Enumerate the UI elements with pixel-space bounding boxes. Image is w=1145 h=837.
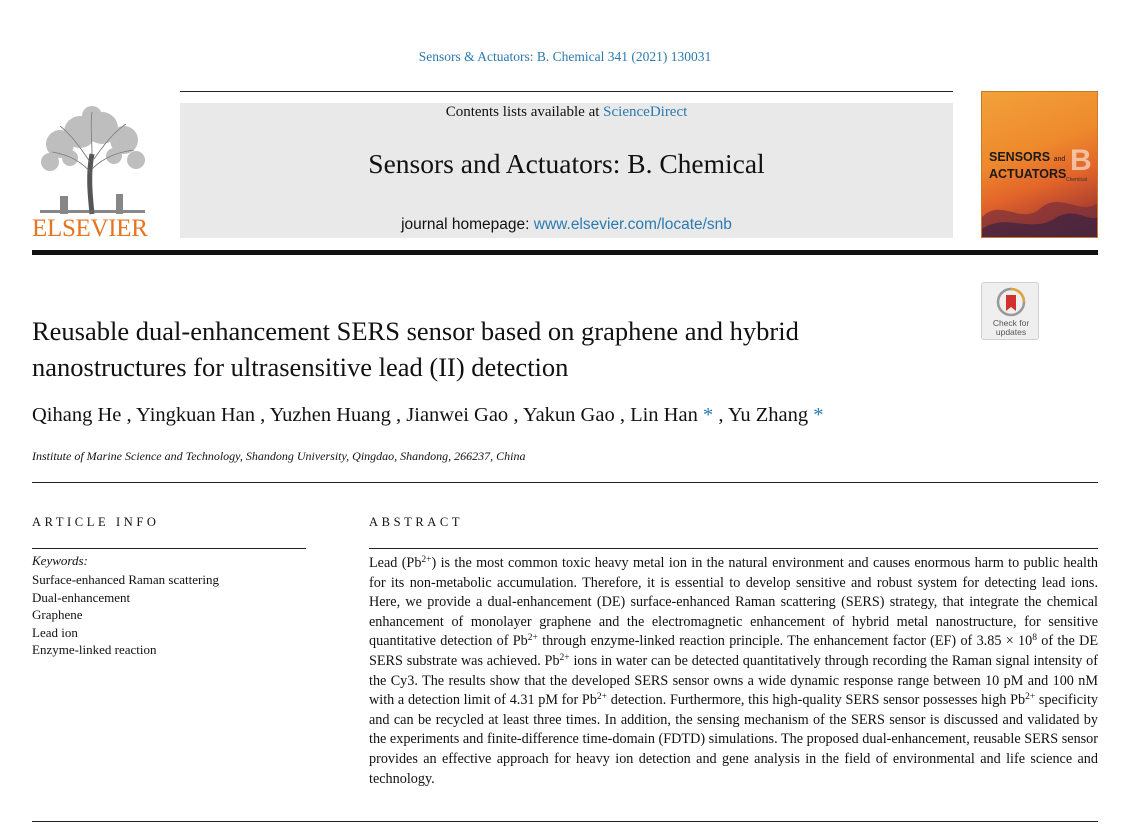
corresponding-author-mark[interactable]: *	[697, 404, 714, 426]
superscript: 2+	[527, 633, 538, 644]
abstract-segment: of the DE SERS substrate was achieved. Pb	[369, 633, 1098, 669]
cover-and: and	[1053, 156, 1066, 163]
keyword-item: Enzyme-linked reaction	[32, 642, 157, 658]
author-separator: ,	[713, 404, 728, 426]
corresponding-author-mark[interactable]: *	[808, 404, 824, 426]
sciencedirect-link[interactable]: ScienceDirect	[603, 104, 688, 120]
author-name[interactable]: Lin Han	[630, 404, 698, 426]
bottom-rule	[32, 821, 1098, 822]
keywords-label: Keywords:	[32, 553, 88, 568]
journal-reference[interactable]: Sensors & Actuators: B. Chemical 341 (2021) 130031	[418, 49, 712, 64]
abstract-segment: ions in water can be detected quantitatively through recording the Raman signal intensity of the Cy3. The results show that the developed SERS sensor owns a wide dynamic response range between 10 pM and 100 nM with a detection limit of 4.31 pM for Pb	[369, 652, 1098, 709]
author-separator: ,	[121, 404, 137, 426]
homepage-line	[180, 216, 953, 234]
contents-line	[180, 104, 953, 121]
superscript: 2+	[1025, 692, 1036, 703]
keyword-item: Graphene	[32, 607, 83, 623]
superscript: 2+	[559, 652, 570, 663]
superscript: 2+	[596, 692, 608, 703]
cover-line2: ACTUATORS	[989, 167, 1067, 181]
keyword-item: Lead ion	[32, 624, 78, 640]
author-separator: ,	[255, 404, 270, 426]
journal-name: Sensors and Actuators: B. Chemical	[368, 148, 765, 179]
keyword-item: Surface-enhanced Raman scattering	[32, 572, 219, 587]
superscript: 2+	[421, 555, 432, 565]
cover-line1: SENSORS	[989, 150, 1051, 164]
author-name[interactable]: Yakun Gao	[522, 404, 615, 426]
author-name[interactable]: Jianwei Gao	[406, 404, 509, 426]
author-name[interactable]: Yu Zhang	[727, 404, 809, 426]
keywords-list	[32, 571, 219, 659]
check-for-updates-label: Check for updates	[992, 318, 1030, 337]
author-separator: ,	[508, 404, 523, 426]
cover-letter: B	[1070, 144, 1092, 177]
abstract-segment: ) is the most common toxic heavy metal ion in the natural environment and causes enormous harm to public health for its non-metabolic accumulation. Therefore, it is essential to develop sensitive and robust system for detecting lead ions. Here, we provide a dual-enhancement (DE) surface-enhanced Raman scattering (SERS) strategy, that integrate the chemical enhancement of monolayer graphene and the electromagnetic enhancement of hybrid metal nanostructure, for sensitive quantitative detection of Pb	[369, 555, 1098, 650]
elsevier-wordmark: ELSEVIER	[32, 215, 148, 242]
cover-title	[989, 150, 1066, 181]
author-list	[32, 404, 823, 427]
journal-cover[interactable]	[981, 91, 1098, 238]
author-name[interactable]: Yuzhen Huang	[269, 404, 391, 426]
contents-prefix: Contents lists available at	[445, 104, 604, 120]
author-separator: ,	[614, 404, 631, 426]
header-thick-rule	[32, 250, 1098, 255]
abstract-text	[369, 554, 1098, 789]
abstract-segment: specificity and can be recycled at least three times. In addition, the sensing mechanism of the SERS sensor is discussed and validated by the experiments and finite-difference time-domain (FDTD) simulations. The proposed dual-enhancement, reusable SERS sensor provides an effective approach for heavy ion detection and gene analysis in the field of environmental and life science and technology.	[369, 692, 1098, 787]
homepage-prefix: journal homepage:	[401, 216, 534, 233]
abstract-segment: Lead (Pb	[369, 555, 422, 571]
article-info-heading: ARTICLE INFO	[32, 515, 160, 529]
abstract-segment: detection. Furthermore, this high-quality SERS sensor possesses high Pb	[607, 692, 1026, 709]
cover-sub: Chemical	[1066, 177, 1087, 183]
author-name[interactable]: Yingkuan Han	[136, 404, 256, 426]
section-rule	[32, 482, 1098, 483]
affiliation: Institute of Marine Science and Technology, Shandong University, Qingdao, Shandong, 266237, China	[32, 449, 526, 463]
article-info-rule	[32, 548, 306, 549]
check-for-updates-button[interactable]	[981, 282, 1039, 340]
masthead-top-rule	[180, 91, 953, 92]
check-for-updates-icon	[996, 287, 1026, 319]
superscript: 8	[1032, 633, 1037, 644]
abstract-segment: through enzyme-linked reaction principle. The enhancement factor (EF) of 3.85 × 10	[537, 633, 1033, 650]
cover-artwork	[982, 187, 1098, 238]
author-name[interactable]: Qihang He	[32, 404, 122, 426]
abstract-heading: ABSTRACT	[369, 515, 464, 529]
abstract-rule	[369, 548, 1098, 549]
author-separator: ,	[390, 404, 407, 426]
homepage-link[interactable]: www.elsevier.com/locate/snb	[533, 216, 732, 233]
keyword-item: Dual-enhancement	[32, 589, 131, 605]
article-title: Reusable dual-enhancement SERS sensor based on graphene and hybrid nanostructures for ultrasensitive lead (II) detection	[32, 316, 799, 382]
